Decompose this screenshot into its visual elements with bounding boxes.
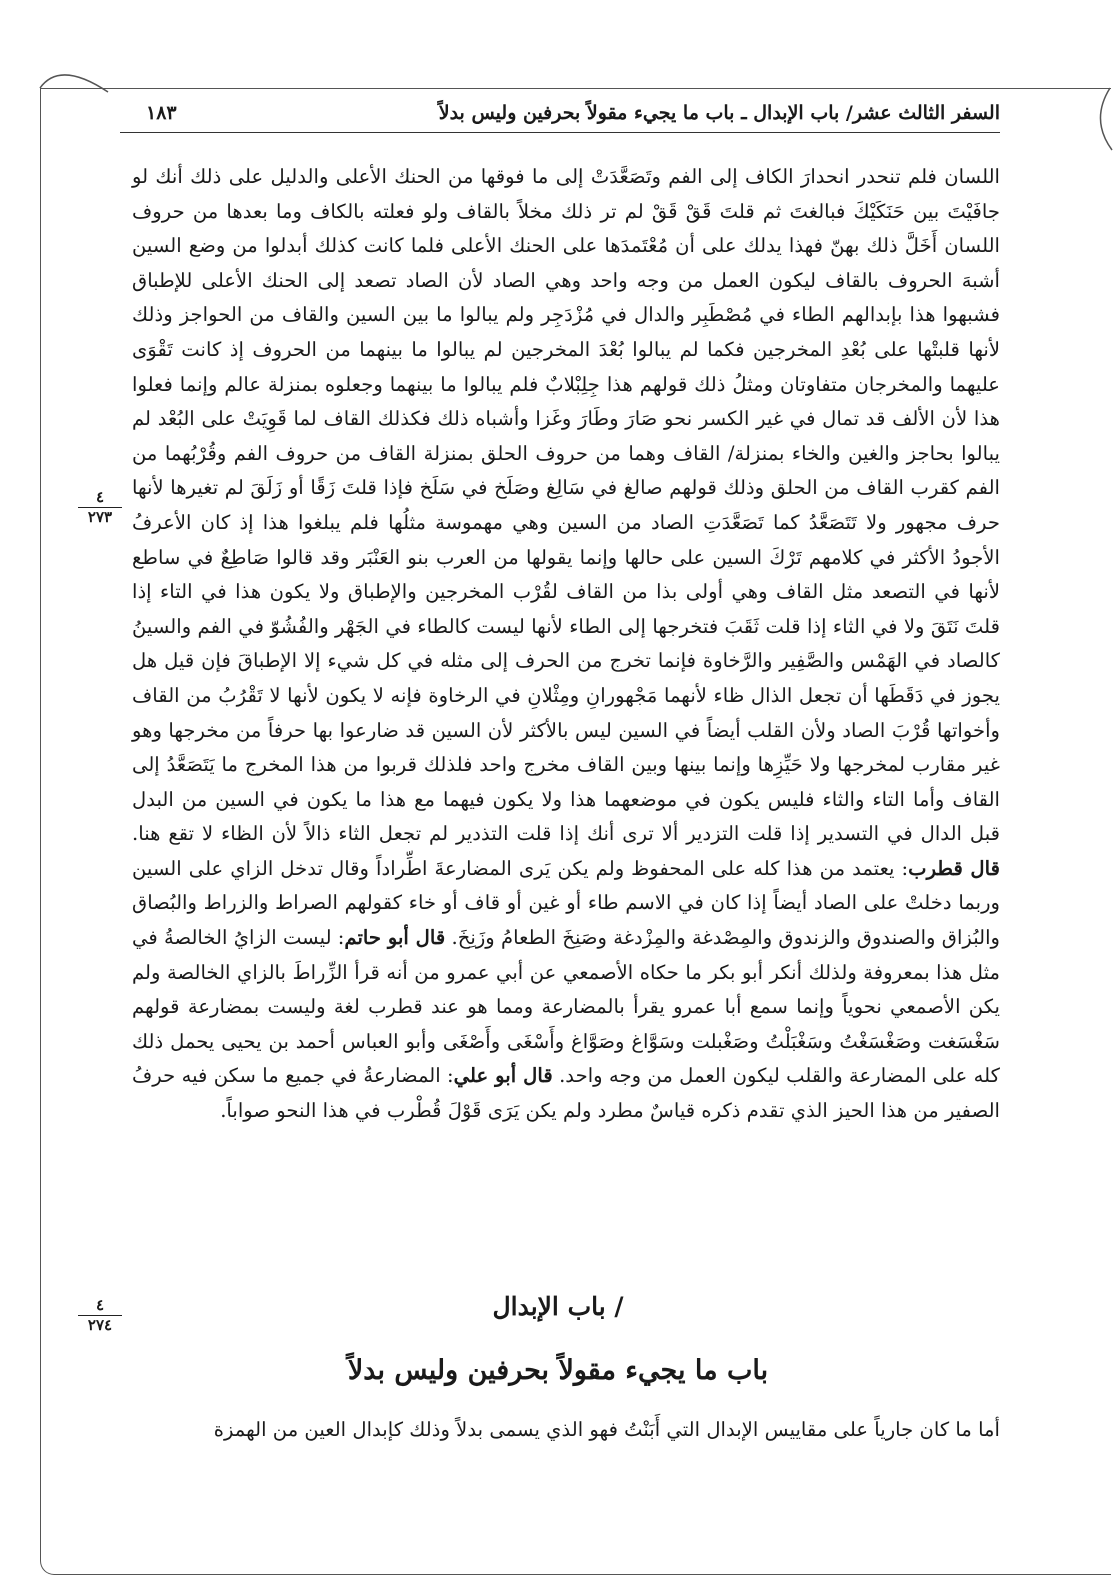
running-header: [120, 100, 1000, 133]
paragraph-text: : ليست الزايُ الخالصةُ في مثل هذا بمعروفة ولذلك أنكر أبو بكر ما حكاه الأصمعي عن أبي عمرو من أنه قرأ الزِّراطَ بالزاي الخالصة ولم يكن الأصمعي نحوياً وإنما سمع أبا عمرو يقرأ بالمضارعة ومما هو عند قطرب لغة وليست بمضارعة قولهم سَغْسَغت وصَغْسَغْتُ وسَغْبَلْتُ وصَغْبلت وسَوَّاغ وصَوَّاغ وأَسْغَى وأَصْغَى وأبو العباس أحمد بن يحيى يحمل ذلك كله على المضارعة والقلب ليكون العمل من وجه واحد.: [132, 926, 1000, 1088]
speaker-label: قال أبو حاتم: [344, 926, 446, 950]
section-heading: / باب الإبدال: [492, 1292, 624, 1321]
margin-reference-page: ٢٧٤: [87, 1316, 113, 1334]
speaker-label: قال قطرب: [908, 856, 1000, 880]
paragraph-text: اللسان فلم تنحدر انحدارَ الكاف إلى الفم وتَصَعَّدَتْ إلى ما فوقها من الحنك الأعلى والدليل على ذلك أنك لو جافَيْتَ بين حَنَكَيْكَ فبالغتَ ثم قلتَ قَقْ قَقْ لم تر ذلك مخلاً بالقاف ولو فعلته بالكاف وما بعدها من حروف اللسان أَخَلَّ ذلك بهنّ فهذا يدلك على أن مُعْتَمدَها على الحنك الأعلى فلما كانت كذلك أبدلوا من وضع السين أشبهَ الحروف بالقاف ليكون العمل من وجه واحد وهي الصاد لأن الصاد تصعد إلى الحنك الأعلى للإطباق فشبهوا هذا بإبدالهم الطاء في مُصْطَبِر والدال في مُزْدَجِر ولم يبالوا ما بين السين والقاف من الحواجز وذلك لأنها قلبتْها على بُعْدِ المخرجين فكما لم يبالوا بُعْدَ المخرجين لم يبالوا ما بينهما من الحروف إذ كانت تَقْوَى عليهما والمخرجان متفاوتان ومثلُ ذلك قولهم هذا جِلِبْلابٌ فلم يبالوا ما بينهما وجعلوه بمنزلة عالم وإنما فعلوا هذا لأن الألف قد تمال في غير الكسر نحو صَارَ وطَارَ وغَزا وأشباه ذلك فكذلك القاف لما قَوِيَتْ على البُعْد لم يبالوا بحاجز والغين والخاء بمنزلة/ القاف وهما من حروف الحلق بمنزلة القاف من حروف الفم وقُرْبُهما من الفم كقرب القاف من الحلق وذلك قولهم صالغ في سَالِغ وصَلَخ في سَلَخ فإذا قلتَ زَقًا أو زَلَقَ لم تغيرها لأنها حرف مجهور ولا تَتَصَعَّدُ كما تَصَعَّدَتِ الصاد من السين وهي مهموسة مثلُها فلم يبلغوا هذا إذ كان الأعرفُ الأجودُ الأكثر في كلامهم تَرْكَ السين على حالها وإنما يقولها من العرب بنو العَنْبَر وقد قالوا صَاطِعٌ في ساطع لأنها في التصعد مثل القاف وهي أولى بذا من القاف لقُرْب المخرجين والإطباق ولا يكون هذا في التاء إذا قلتَ نَتَقَ ولا في الثاء إذا قلت ثَقَبَ فتخرجها إلى الطاء لأنها ليست كالطاء في الجَهْر والفُشُوّ في الفم والسينُ كالصاد في الهَمْس والصَّفِير والرَّخاوة فإنما تخرج من الحرف إلى مثله في كل شيء إلا الإطباقَ فإن قيل هل يجوز في دَقَطَها أن تجعل الذال ظاء لأنهما مَجْهورانِ ومِثْلانِ في الرخاوة فإنه لا يكون لأنها لا تَقْرُبُ من القاف وأخواتها قُرْبَ الصاد ولأن القلب أيضاً في السين ليس بالأكثر لأن السين قد ضارعوا بها حرفاً من مخرجها وهو غير مقارب لمخرجها ولا حَيِّزِها وإنما بينها وبين القاف مخرج واحد فلذلك قربوا من هذا المخرج ما يَتَصَعَّدُ إلى القاف وأما التاء والثاء فليس يكون في موضعهما هذا ولا يكون فيهما مع هذا ما يكون في السين من البدل قبل الدال في التسدير إذا قلت التزدير ألا ترى أنك إذا قلت التذدير لم تجعل الثاء ذالاً لأن الظاء لا تقع هنا.: [132, 165, 1000, 846]
paragraph-text: : يعتمد من هذا كله على المحفوظ ولم يكن يَرى المضارعةَ اطِّراداً وقال تدخل الزاي على السين وربما دخلتْ على الصاد أيضاً إذا كان في الاسم طاء أو غين أو قاف أو خاء كقولهم الصراط والزراط والبُصاق والبُزاق والصندوق والزندوق والمِصْدغة والمِزْدغة وصَنِخَ الطعامُ وزَنِخَ.: [132, 856, 1000, 950]
margin-reference-volume: ٤: [78, 1298, 122, 1316]
main-paragraph: [132, 160, 1000, 1129]
sub-heading: باب ما يجيء مقولاً بحرفين وليس بدلاً: [347, 1355, 769, 1386]
paragraph-text: : المضارعةُ في جميع ما سكن فيه حرفُ الصفير من هذا الحيز الذي تقدم ذكره قياسٌ مطرد ولم يكن يَرَى قَوْلَ قُطْرب في هذا النحو صواباً.: [132, 1064, 1000, 1123]
margin-reference-volume: ٤: [78, 490, 122, 508]
closing-paragraph: أما ما كان جارياً على مقاييس الإبدال التي أَبَنْتُ فهو الذي يسمى بدلاً وذلك كإبدال العين من الهمزة: [213, 1418, 1000, 1441]
margin-reference: [78, 490, 122, 525]
main-text: [132, 160, 1000, 1129]
margin-reference-page: ٢٧٣: [87, 508, 113, 526]
running-title: السفر الثالث عشر/ باب الإبدال ـ باب ما يجيء مقولاً بحرفين وليس بدلاً: [438, 102, 1000, 124]
page-number: ١٨٣: [146, 102, 177, 124]
speaker-label: قال أبو علي: [453, 1064, 553, 1088]
